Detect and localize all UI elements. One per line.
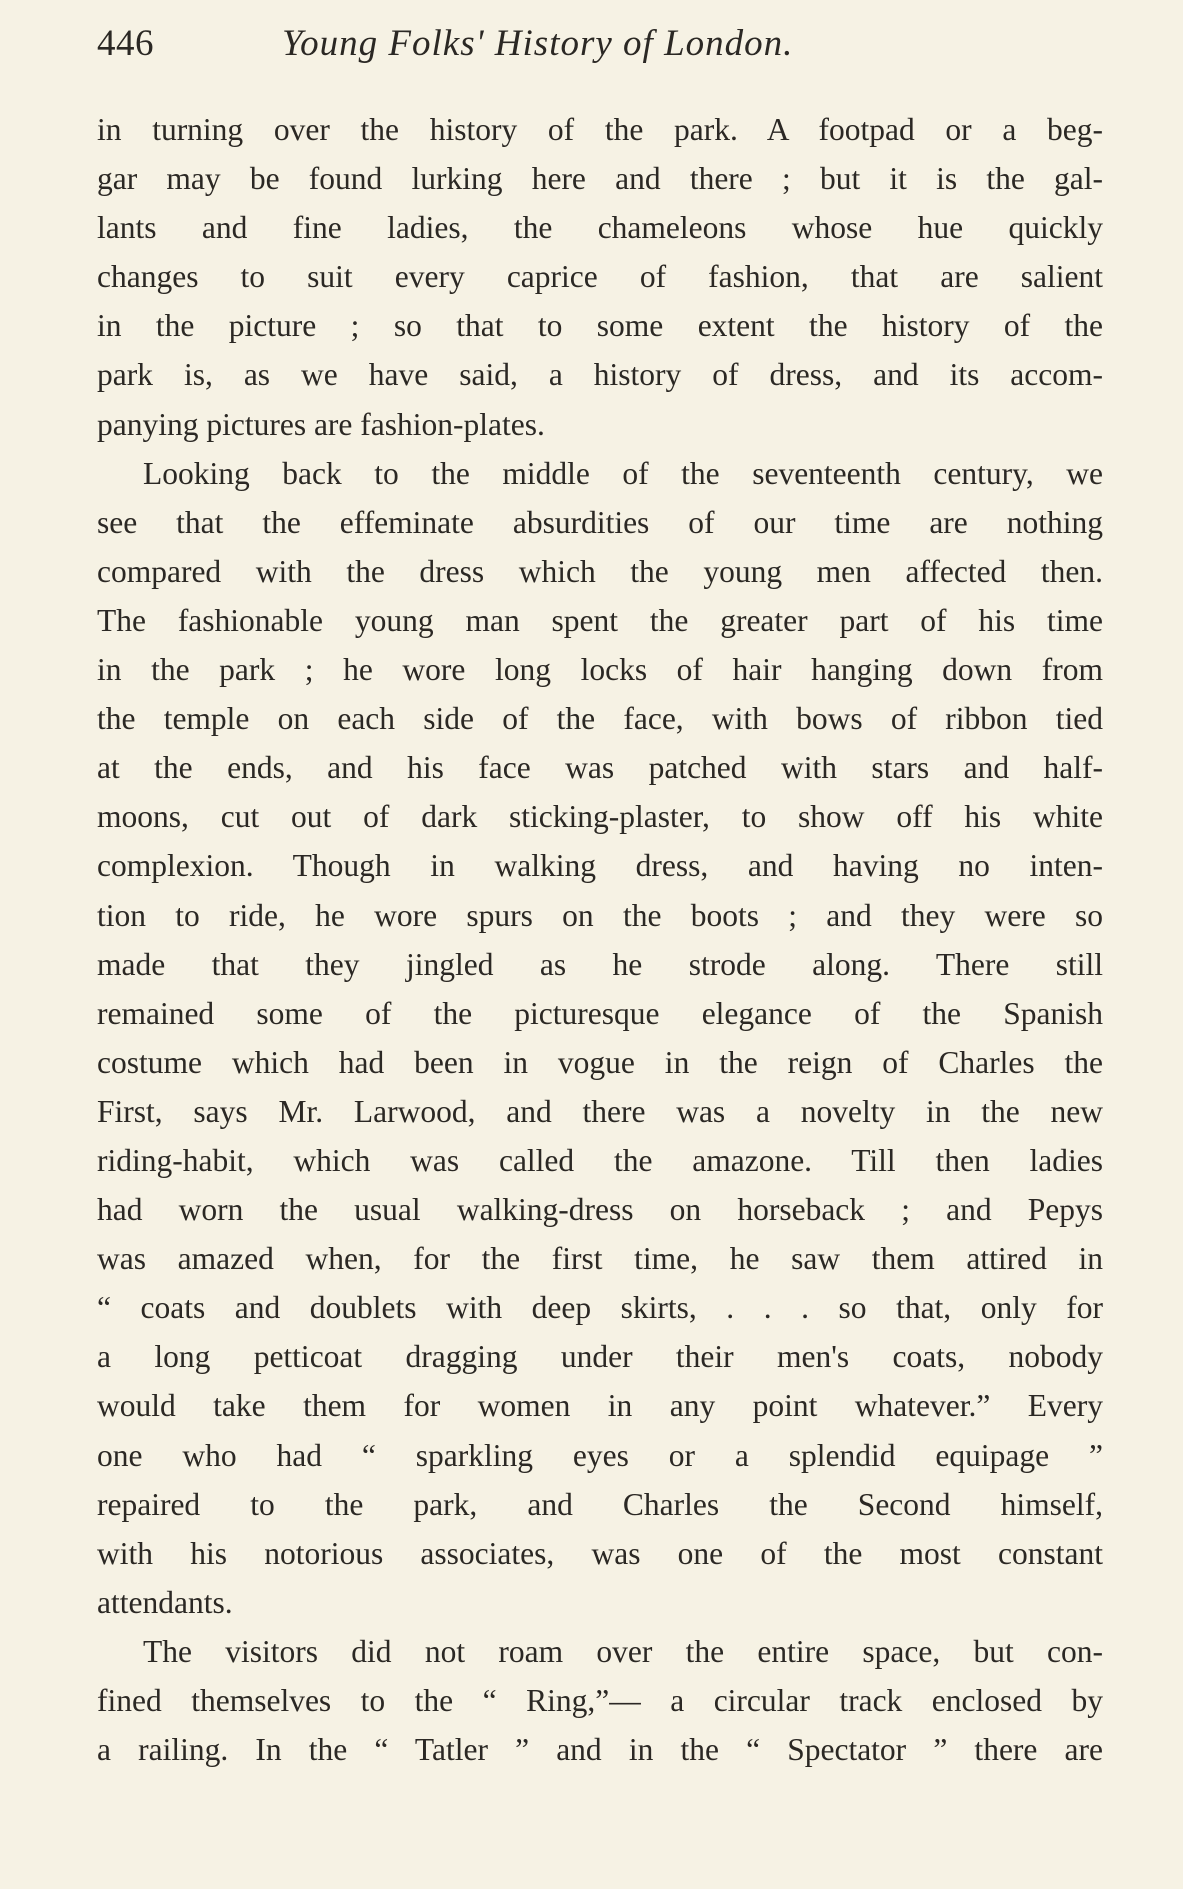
text-line: costume which had been in vogue in the reign of Charles the — [97, 1044, 1103, 1080]
page-header — [97, 22, 1097, 82]
text-line: would take them for women in any point whatever.” Every — [97, 1388, 1103, 1424]
text-line: was amazed when, for the first time, he saw them attired in — [97, 1241, 1103, 1277]
text-line: The fashionable young man spent the greater part of his time — [97, 602, 1103, 638]
text-line: a railing. In the “ Tatler ” and in the “ Spectator ” there are — [97, 1732, 1103, 1768]
text-line: First, says Mr. Larwood, and there was a novelty in the new — [97, 1093, 1103, 1129]
page-number: 446 — [97, 23, 154, 64]
text-line: see that the effeminate absurdities of our time are nothing — [97, 504, 1103, 540]
text-line: in the picture ; so that to some extent the history of the — [97, 308, 1103, 344]
text-line: had worn the usual walking-dress on horseback ; and Pepys — [97, 1192, 1103, 1228]
paragraph — [97, 1627, 1103, 1774]
text-line: in the park ; he wore long locks of hair hanging down from — [97, 652, 1103, 688]
text-line: changes to suit every caprice of fashion, that are salient — [97, 259, 1103, 295]
body-text — [97, 105, 1103, 1774]
text-line: in turning over the history of the park. A footpad or a beg- — [97, 112, 1103, 147]
text-line: one who had “ sparkling eyes or a splendid equipage ” — [97, 1437, 1103, 1473]
text-line: repaired to the park, and Charles the Second himself, — [97, 1486, 1103, 1522]
text-line: complexion. Though in walking dress, and having no inten- — [97, 848, 1103, 884]
text-line: a long petticoat dragging under their men's coats, nobody — [97, 1339, 1103, 1375]
text-line: The visitors did not roam over the entire space, but con- — [143, 1633, 1103, 1669]
text-line: attendants. — [97, 1584, 233, 1620]
text-line: “ coats and doublets with deep skirts, . . . so that, only for — [97, 1290, 1103, 1326]
text-line: fined themselves to the “ Ring,”— a circular track enclosed by — [97, 1683, 1103, 1718]
paragraph — [97, 105, 1103, 449]
text-line: gar may be found lurking here and there ; but it is the gal- — [97, 161, 1103, 197]
text-line: lants and fine ladies, the chameleons whose hue quickly — [97, 210, 1103, 246]
text-line: park is, as we have said, a history of dress, and its accom- — [97, 357, 1103, 393]
text-line: compared with the dress which the young men affected then. — [97, 553, 1103, 589]
running-title: Young Folks' History of London. — [282, 23, 794, 64]
text-line: with his notorious associates, was one of the most constant — [97, 1535, 1103, 1571]
text-line: panying pictures are fashion-plates. — [97, 406, 545, 442]
text-line: tion to ride, he wore spurs on the boots ; and they were so — [97, 897, 1103, 933]
text-line: Looking back to the middle of the seventeenth century, we — [143, 455, 1103, 491]
text-line: remained some of the picturesque elegance of the Spanish — [97, 995, 1103, 1031]
text-line: the temple on each side of the face, with bows of ribbon tied — [97, 701, 1103, 737]
paragraph — [97, 449, 1103, 1627]
text-line: moons, cut out of dark sticking-plaster, to show off his white — [97, 799, 1103, 835]
text-line: riding-habit, which was called the amazone. Till then ladies — [97, 1142, 1103, 1178]
text-line: at the ends, and his face was patched with stars and half- — [97, 750, 1103, 786]
text-line: made that they jingled as he strode along. There still — [97, 946, 1103, 982]
